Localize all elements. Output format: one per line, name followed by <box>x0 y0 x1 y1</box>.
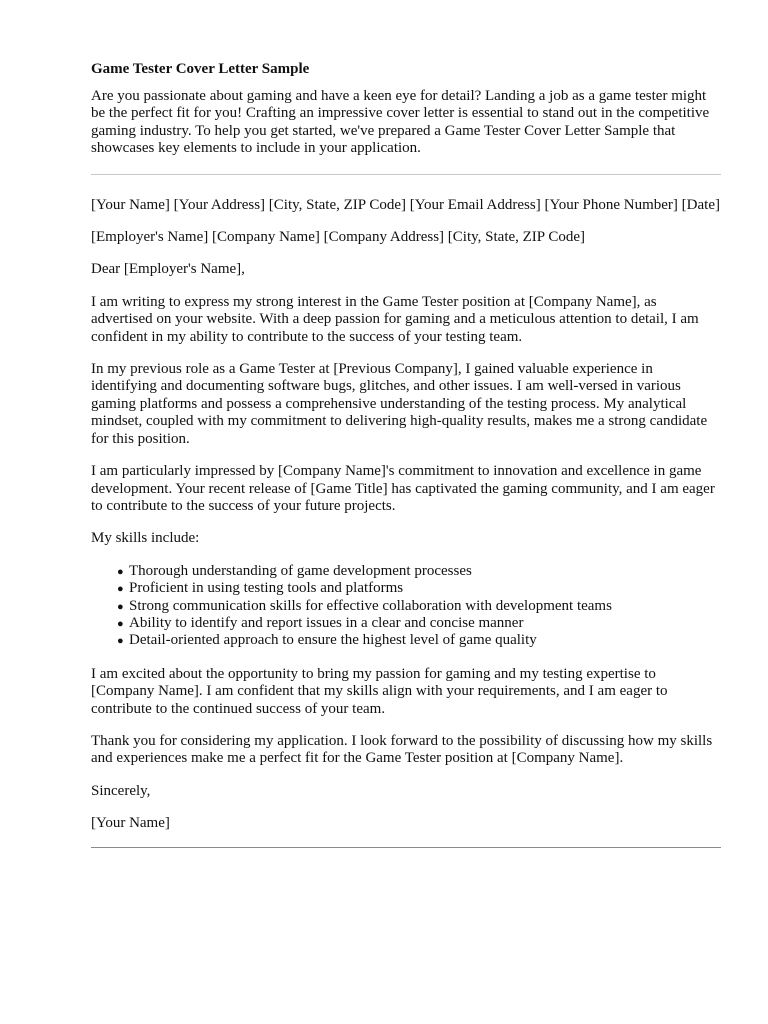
signoff: Sincerely, <box>91 782 151 799</box>
list-item <box>117 580 721 597</box>
signature: [Your Name] <box>91 815 170 832</box>
salutation: Dear [Employer's Name], <box>91 261 245 278</box>
bullet-icon: ● <box>117 583 124 596</box>
bullet-icon: ● <box>117 635 124 648</box>
closing-paragraph-1: I am excited about the opportunity to bring my passion for gaming and my testing expertise to [Company Name]. I am confident that my skills align with your requirements, and I am eager to contribute to the continued success of your team. <box>91 665 668 717</box>
bullet-icon: ● <box>117 565 124 578</box>
list-item <box>117 632 721 649</box>
closing-paragraph-2: Thank you for considering my application. I look forward to the possibility of discussing how my skills and experiences make me a perfect fit for the Game Tester position at [Company Name]. <box>91 732 713 767</box>
employer-address-block: [Employer's Name] [Company Name] [Company Address] [City, State, ZIP Code] <box>91 229 585 246</box>
skill-text: Strong communication skills for effective collaboration with development teams <box>129 597 612 614</box>
body-paragraph-1: I am writing to express my strong interest in the Game Tester position at [Company Name], as advertised on your website. With a deep passion for gaming and a meticulous attention to detail, I am confident in my ability to contribute to the success of your testing team. <box>91 293 699 345</box>
skills-list <box>91 563 721 650</box>
bottom-divider <box>91 847 721 848</box>
skills-intro: My skills include: <box>91 530 200 547</box>
sender-address-block: [Your Name] [Your Address] [City, State, ZIP Code] [Your Email Address] [Your Phone Number] [Date] <box>91 196 720 213</box>
skill-text: Thorough understanding of game development processes <box>129 562 472 579</box>
bullet-icon: ● <box>117 600 124 613</box>
list-item <box>117 598 721 615</box>
body-paragraph-2: In my previous role as a Game Tester at [Previous Company], I gained valuable experience in identifying and documenting software bugs, glitches, and other issues. I am well-versed in various gaming platforms and possess a comprehensive understanding of the testing process. My analytical mindset, coupled with my commitment to delivering high-quality results, makes me a strong candidate for this position. <box>91 361 708 447</box>
list-item <box>117 615 721 632</box>
bullet-icon: ● <box>117 617 124 630</box>
intro-paragraph: Are you passionate about gaming and have a keen eye for detail? Landing a job as a game tester might be the perfect fit for you! Crafting an impressive cover letter is essential to stand out in the competitive gaming industry. To help you get started, we've prepared a Game Tester Cover Letter Sample that showcases key elements to include in your application. <box>91 88 710 157</box>
document-title: Game Tester Cover Letter Sample <box>91 61 310 77</box>
skill-text: Detail-oriented approach to ensure the highest level of game quality <box>129 632 537 649</box>
list-item <box>117 563 721 580</box>
document-page <box>91 60 721 848</box>
section-divider <box>91 174 721 175</box>
body-paragraph-3: I am particularly impressed by [Company Name]'s commitment to innovation and excellence in game development. Your recent release of [Game Title] has captivated the gaming community, and I am eager to contribute to the success of your future projects. <box>91 463 715 514</box>
skill-text: Proficient in using testing tools and platforms <box>129 580 404 597</box>
skill-text: Ability to identify and report issues in a clear and concise manner <box>129 614 524 631</box>
